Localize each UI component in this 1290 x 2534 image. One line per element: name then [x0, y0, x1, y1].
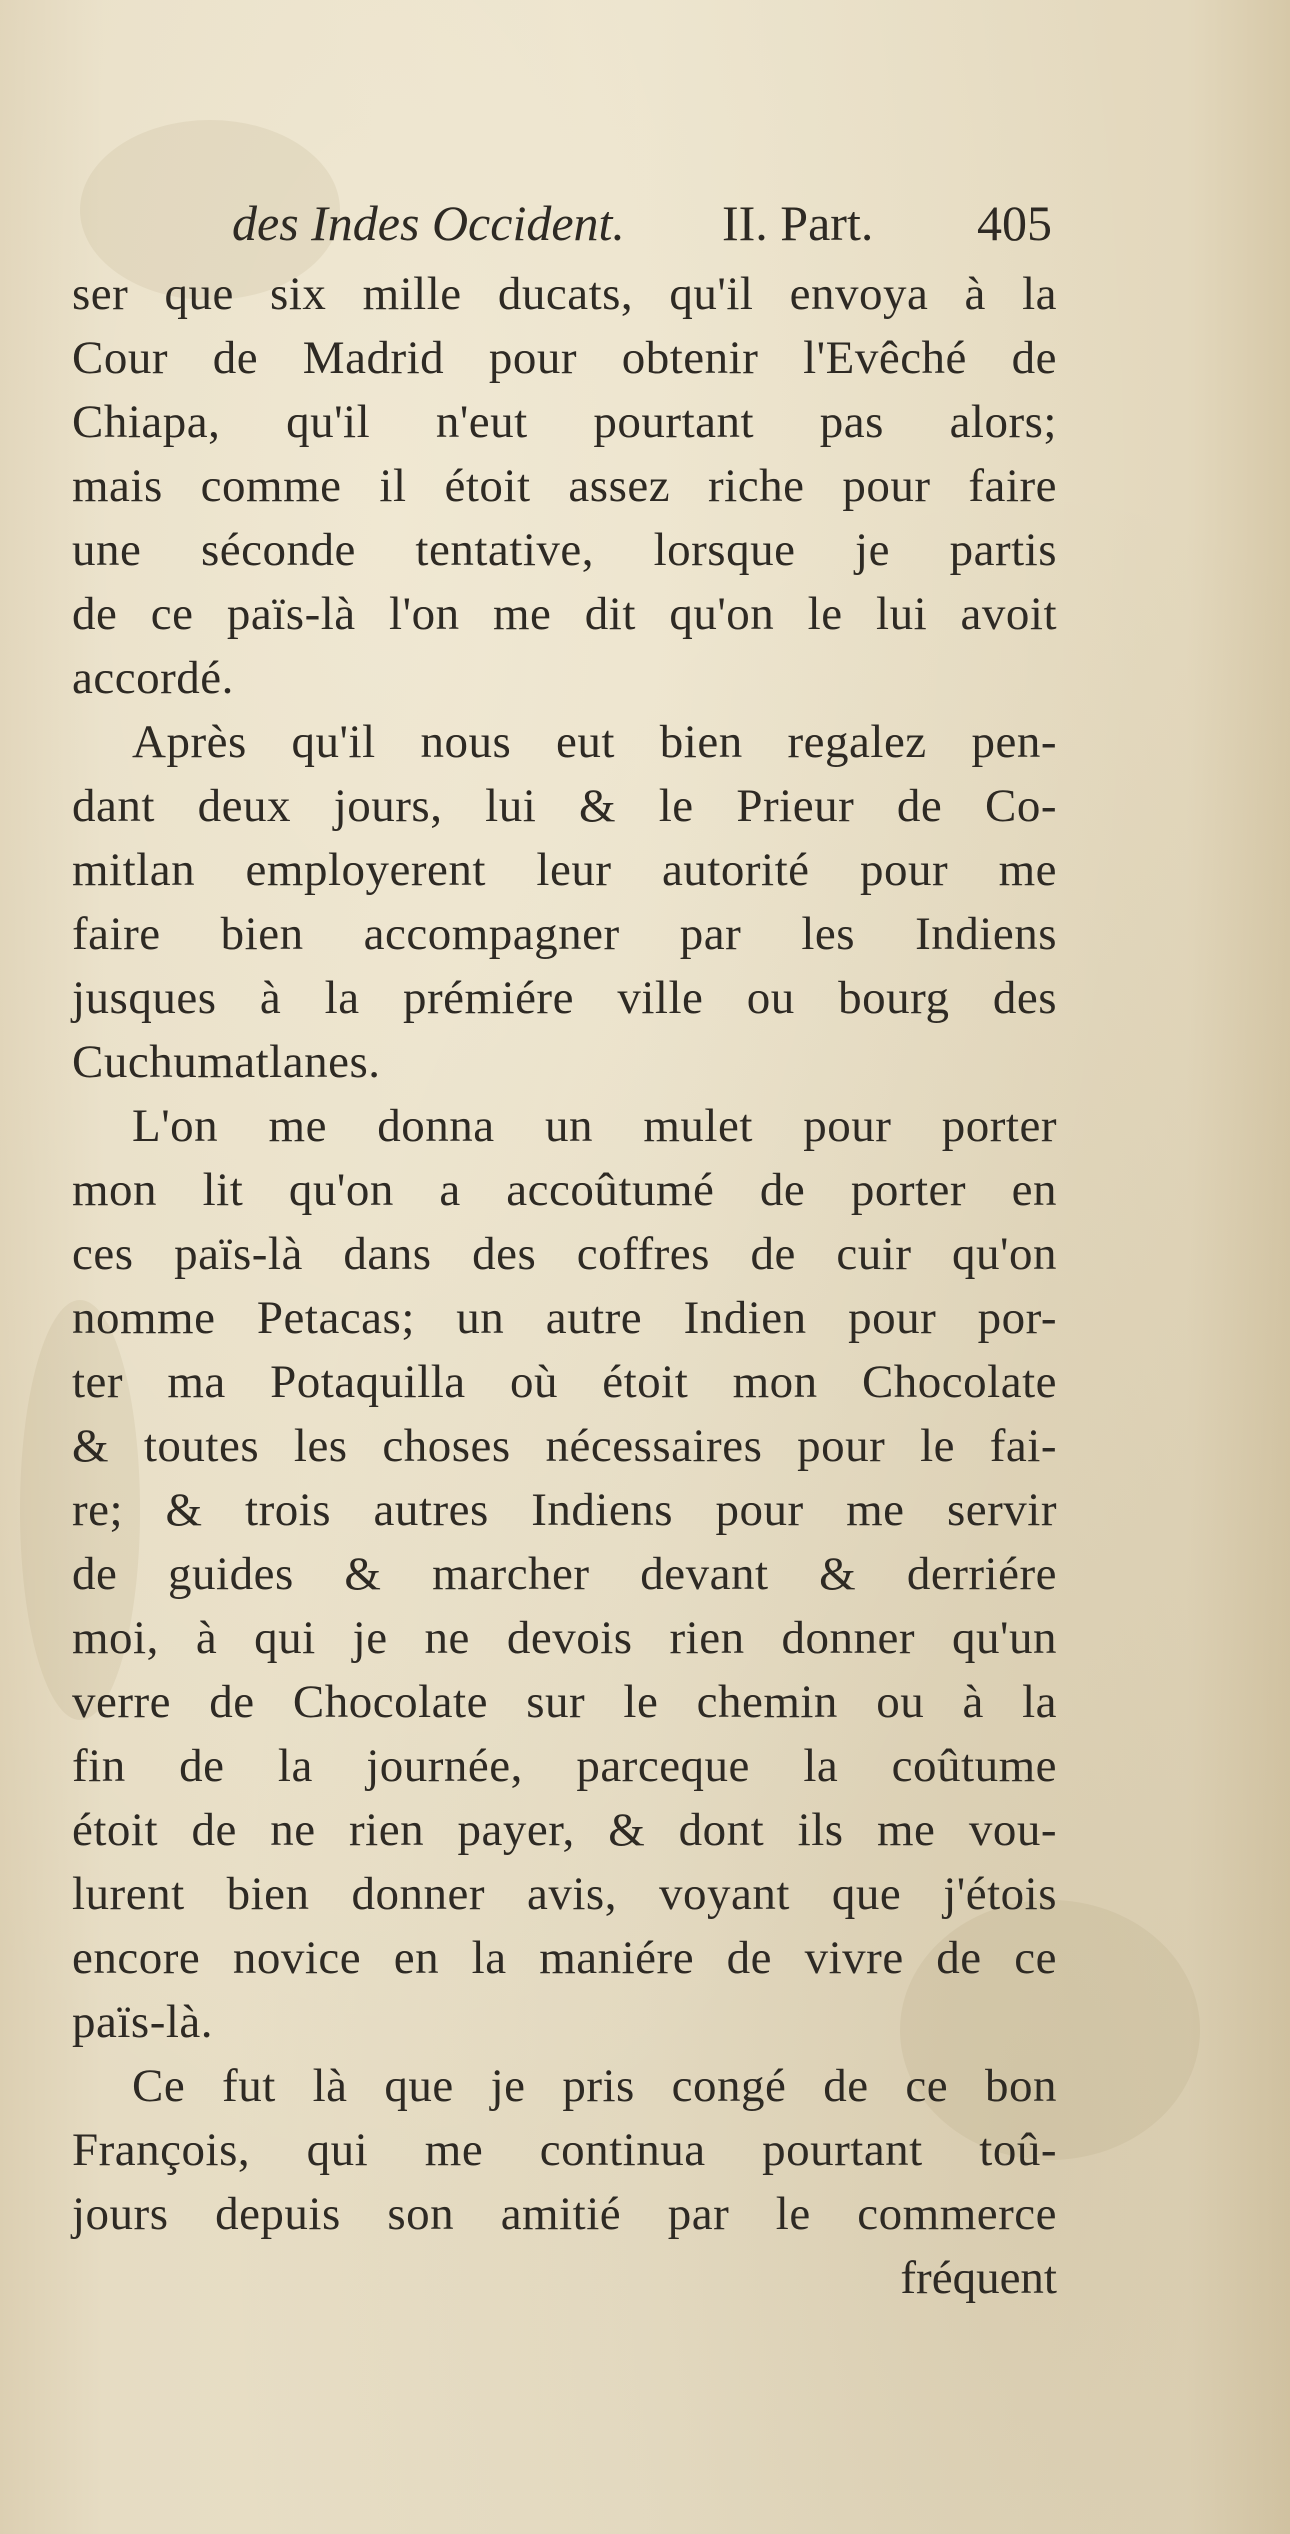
paragraph-first-line: Après qu'il nous eut bien regalez pen-: [132, 716, 1057, 768]
text-line: ser que six mille ducats, qu'il envoya à la: [72, 268, 1057, 320]
text-line: accordé.: [72, 652, 234, 704]
text-line: re; & trois autres Indiens pour me servir: [72, 1484, 1057, 1536]
running-header: [232, 188, 1052, 258]
text-line: nomme Petacas; un autre Indien pour por-: [72, 1292, 1057, 1344]
running-title: des Indes Occident.: [232, 195, 625, 251]
text-line: faire bien accompagner par les Indiens: [72, 908, 1057, 960]
text-line: Cour de Madrid pour obtenir l'Evêché de: [72, 332, 1057, 384]
text-line: mitlan employerent leur autorité pour me: [72, 844, 1057, 896]
text-line: lurent bien donner avis, voyant que j'étois: [72, 1868, 1057, 1920]
text-line: mais comme il étoit assez riche pour faire: [72, 460, 1057, 512]
text-line: une séconde tentative, lorsque je partis: [72, 524, 1057, 576]
text-line: moi, à qui je ne devois rien donner qu'un: [72, 1612, 1057, 1664]
catchword: fréquent: [900, 2252, 1057, 2304]
text-line: de ce païs-là l'on me dit qu'on le lui avoit: [72, 588, 1057, 640]
text-line: jusques à la prémiére ville ou bourg des: [72, 972, 1057, 1024]
text-line: encore novice en la maniére de vivre de ce: [72, 1932, 1057, 1984]
text-line: mon lit qu'on a accoûtumé de porter en: [72, 1164, 1057, 1216]
paragraph-first-line: Ce fut là que je pris congé de ce bon: [132, 2060, 1057, 2112]
text-line: verre de Chocolate sur le chemin ou à la: [72, 1676, 1057, 1728]
text-line: Cuchumatlanes.: [72, 1036, 381, 1088]
text-line: païs-là.: [72, 1996, 214, 2048]
text-line: fin de la journée, parceque la coûtume: [72, 1740, 1057, 1792]
paragraph-first-line: L'on me donna un mulet pour porter: [132, 1100, 1057, 1152]
text-line: Chiapa, qu'il n'eut pourtant pas alors;: [72, 396, 1057, 448]
text-line: dant deux jours, lui & le Prieur de Co-: [72, 780, 1057, 832]
text-line: jours depuis son amitié par le commerce: [72, 2188, 1057, 2240]
text-line: ces païs-là dans des coffres de cuir qu'on: [72, 1228, 1057, 1280]
text-line: de guides & marcher devant & derriére: [72, 1548, 1057, 1600]
page-number: 405: [977, 195, 1052, 251]
text-line: ter ma Potaquilla où étoit mon Chocolate: [72, 1356, 1057, 1408]
part-label: II. Part.: [722, 195, 874, 251]
text-line: étoit de ne rien payer, & dont ils me vou-: [72, 1804, 1057, 1856]
text-line: & toutes les choses nécessaires pour le fai-: [72, 1420, 1057, 1472]
text-line: François, qui me continua pourtant toû-: [72, 2124, 1057, 2176]
